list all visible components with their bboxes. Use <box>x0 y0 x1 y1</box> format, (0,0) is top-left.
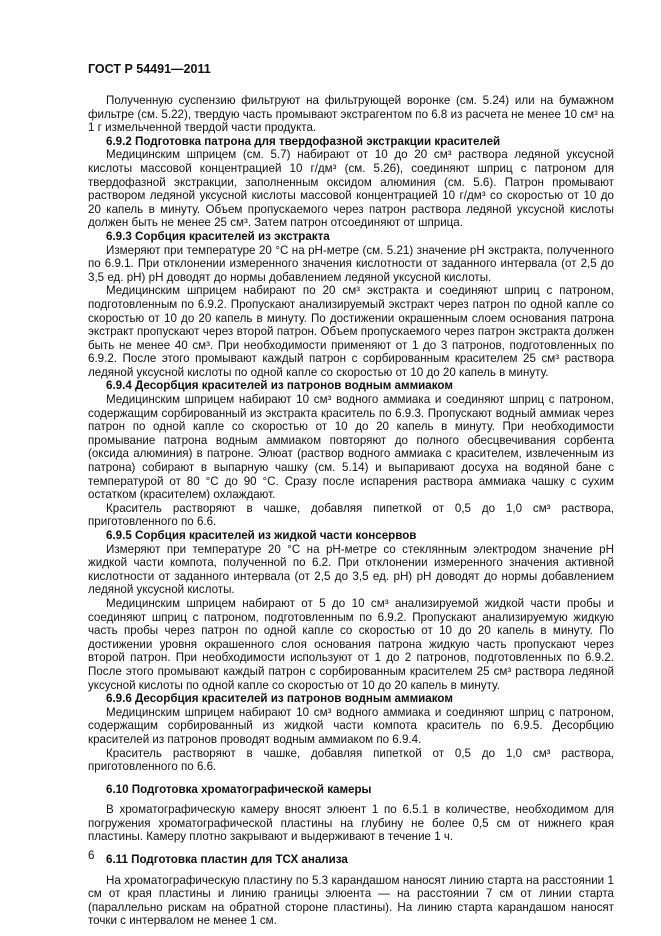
paragraph: Медицинским шприцем набирают 10 см³ водного аммиака и соединяют шприц с патроном, содержащим сорбированный из жидкой части компота краситель по 6.9.5. Десорбцию красителей из патронов проводят водным аммиаком по 6.9.4. <box>88 705 614 746</box>
paragraph: Медицинским шприцем набирают от 5 до 10 см³ анализируемой жидкой части пробы и соединяют шприц с патроном, подготовленным по 6.9.2. Пропускают анализируемую жидкую часть пробы через патрон по одной капле со скоростью от 10 до 20 капель в минуту. По достижении уровня окрашенного слоя основания патрона жидкую часть пропускают через второй патрон. При необходимости используют от 1 до 2 патронов, подготовленных по 6.9.2. После этого промывают каждый патрон с сорбированным красителем 25 см³ раствора ледяной уксусной кислоты по одной капле со скоростью от 10 до 20 капель в минуту. <box>88 596 614 692</box>
paragraph: Измеряют при температуре 20 °С на pH-метре со стеклянным электродом значение pH жидкой части компота, полученной по 6.2. При отклонении измеренного значения активной кислотности от заданного интервала (от 2,5 до 3,5 ед. pH) pH доводят до нормы добавлением ледяной уксусной кислоты. <box>88 542 614 597</box>
paragraph: Медицинским шприцем (см. 5.7) набирают от 10 до 20 см³ раствора ледяной уксусной кислоты массовой концентрацией 10 г/дм³ (см. 5.26), соединяют шприц с патроном для твердофазной экстракции, заполненным оксидом алюминия (см. 5.6). Патрон промывают раствором ледяной уксусной кислоты массовой концентрацией 10 г/дм³ со скоростью от 10 до 20 капель в минуту. Объем пропускаемого через патрон раствора ледяной уксусной кислоты должен быть не менее 25 см³. Затем патрон отсоединяют от шприца. <box>88 148 614 230</box>
paragraph: Краситель растворяют в чашке, добавляя пипеткой от 0,5 до 1,0 см³ раствора, приготовленного по 6.6. <box>88 501 614 529</box>
section-heading: 6.11 Подготовка пластин для ТСХ анализа <box>106 853 348 867</box>
paragraph: Краситель растворяют в чашке, добавляя пипеткой от 0,5 до 1,0 см³ раствора, приготовленного по 6.6. <box>88 746 614 774</box>
section-heading: 6.9.6 Десорбция красителей из патронов водным аммиаком <box>106 692 453 706</box>
section-heading: 6.9.5 Сорбция красителей из жидкой части консервов <box>106 529 417 542</box>
section-heading: 6.9.4 Десорбция красителей из патронов водным аммиаком <box>106 379 453 393</box>
paragraph: На хроматографическую пластину по 5.3 карандашом наносят линию старта на расстоянии 1 см от края пластины и линию границы элюента — на расстоянии 7 см от линии старта (параллельно рискам на обратной стороне пластины). На линию старта карандашом наносят точки с интервалом не менее 1 см. <box>88 873 614 928</box>
page-number: 6 <box>88 849 95 862</box>
paragraph: Полученную суспензию фильтруют на фильтрующей воронке (см. 5.24) или на бумажном фильтре (см. 5.22), твердую часть промывают экстрагентом по 6.8 из расчета не менее 10 см³ на 1 г измельченной твердой части продукта. <box>88 94 614 135</box>
document-body <box>88 94 614 928</box>
section-heading: 6.9.3 Сорбция красителей из экстракта <box>106 229 330 243</box>
section-heading: 6.9.2 Подготовка патрона для твердофазной экстракции красителей <box>106 134 501 148</box>
paragraph: В хроматографическую камеру вносят элюент 1 по 6.5.1 в количестве, необходимом для погружения хроматографической пластины на глубину не более 0,5 см от нижнего края пластины. Камеру плотно закрывают и выдерживают в течение 1 ч. <box>88 803 614 844</box>
paragraph: Измеряют при температуре 20 °С на pH-метре (см. 5.21) значение pH экстракта, полученного по 6.9.1. При отклонении измеренного значения кислотности от заданного интервала (от 2,5 до 3,5 ед. pH) pH доводят до нормы добавлением ледяной уксусной кислоты. <box>88 243 614 284</box>
document-header: ГОСТ Р 54491—2011 <box>88 62 211 76</box>
section-heading: 6.10 Подготовка хроматографической камеры <box>106 782 372 796</box>
paragraph: Медицинским шприцем набирают по 20 см³ экстракта и соединяют шприц с патроном, подготовленным по 6.9.2. Пропускают анализируемый экстракт через патрон по одной капле со скоростью от 10 до 20 капель в минуту. По достижении окрашенным слоем основания патрона экстракт пропускают через второй патрон. Объем пропускаемого через патрон экстракта должен быть не менее 40 см³. При необходимости применяют от 1 до 3 патронов, подготовленных по 6.9.2. После этого промывают каждый патрон с сорбированным красителем 25 см³ раствора ледяной уксусной кислоты по одной капле со скоростью от 10 до 20 капель в минуту. <box>88 284 614 379</box>
paragraph: Медицинским шприцем набирают 10 см³ водного аммиака и соединяют шприц с патроном, содержащим сорбированный из экстракта краситель по 6.9.3. Пропускают водный аммиак через патрон по одной капле со скоростью от 10 до 20 капель в минуту. При необходимости промывание патрона водным аммиаком повторяют до полного обесцвечивания сорбента (оксида алюминия) в патроне. Элюат (раствор водного аммиака с красителем, извлеченным из патрона) собирают в выпарную чашку (см. 5.14) и выпаривают досуха на водяной бане с температурой от 80 °С до 90 °С. Сразу после испарения раствора аммиака чашку с сухим остатком (красителем) охлаждают. <box>88 393 614 502</box>
